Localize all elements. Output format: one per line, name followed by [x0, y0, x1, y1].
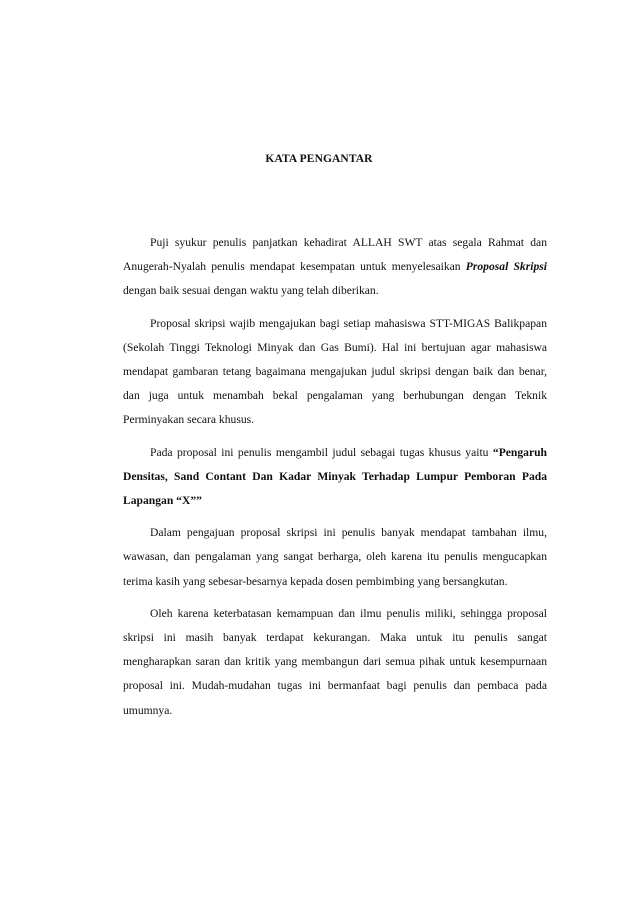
- paragraph-1: [123, 231, 547, 304]
- paragraph-4: Dalam pengajuan proposal skripsi ini penulis banyak mendapat tambahan ilmu, wawasan, dan pengalaman yang sangat berharga, oleh karena itu penulis mengucapkan terima kasih yang sebesar-besarnya kepada dosen pembimbing yang bersangkutan.: [123, 526, 547, 588]
- paragraph-1-emphasis: Proposal Skripsi: [465, 260, 547, 274]
- paragraph-3-text: Pada proposal ini penulis mengambil judul sebagai tugas khusus yaitu: [150, 445, 493, 459]
- paragraph-3-thesis-title: “Pengaruh Densitas, Sand Contant Dan Kadar Minyak Terhadap Lumpur Pemboran Pada Lapangan “X””: [123, 445, 547, 508]
- paragraph-1-text: Puji syukur penulis panjatkan kehadirat ALLAH SWT atas segala Rahmat dan Anugerah-Nyalah penulis mendapat kesempatan untuk menyelesaikan: [123, 236, 547, 274]
- body-text: [123, 231, 547, 723]
- paragraph-2: Proposal skripsi wajib mengajukan bagi setiap mahasiswa STT-MIGAS Balikpapan (Sekolah Tinggi Teknologi Minyak dan Gas Bumi). Hal ini bertujuan agar mahasiswa mendapat gambaran tetang bagaimana mengajukan judul skripsi dengan baik dan benar, dan juga untuk menambah bekal pengalaman yang berhubungan dengan Teknik Perminyakan secara khusus.: [123, 316, 547, 427]
- paragraph-3: [123, 441, 547, 514]
- paragraph-1-text-end: dengan baik sesuai dengan waktu yang telah diberikan.: [123, 284, 379, 298]
- paragraph-5: Oleh karena keterbatasan kemampuan dan ilmu penulis miliki, sehingga proposal skripsi ini masih banyak terdapat kekurangan. Maka untuk itu penulis sangat mengharapkan saran dan kritik yang membangun dari semua pihak untuk kesempurnaan proposal ini. Mudah-mudahan tugas ini bermanfaat bagi penulis dan pembaca pada umumnya.: [123, 606, 547, 717]
- page-title: KATA PENGANTAR: [265, 153, 373, 165]
